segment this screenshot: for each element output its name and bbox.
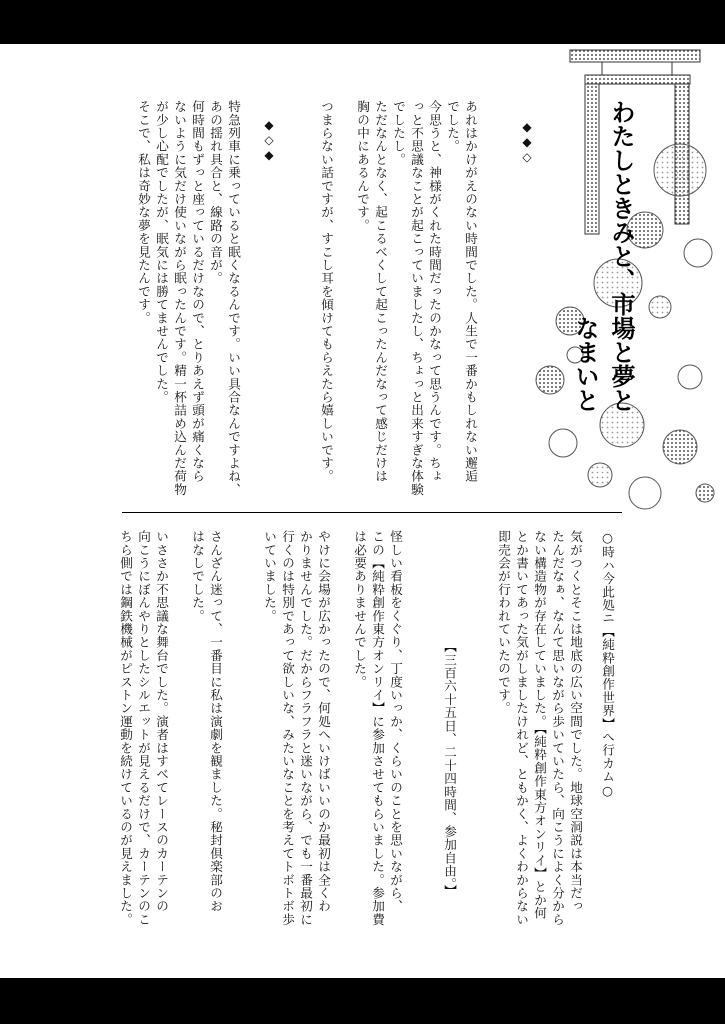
lower-line-15: いささか不思議な舞台でした。演者はすべてレースのカーテンの (154, 530, 169, 913)
section-mark-1: ◆◆◇ (520, 120, 534, 165)
upper-line-7: 胸の中にあるんです。 (355, 100, 370, 232)
lower-heading: ○時ハ今此処ニ【純粋創作世界】へ行カム○ (600, 530, 615, 799)
upper-line-2: でした。 (445, 100, 460, 153)
lower-line-10: かりませんでした。だからフラフラと迷いながら、でも一番最初に (298, 530, 313, 926)
upper-line-9: 特急列車に乗っていると眠くなるんです。いい具合なんですよね、 (226, 100, 241, 496)
upper-line-11: 何時間もずっと座っているだけなので、とりあえず頭が痛くなら (190, 100, 205, 483)
lower-line-9: やけに会場が広かったので、何処へいけばいいのか最初は全くわ (316, 530, 331, 913)
upper-line-8: つまらない話ですが、すこし耳を傾けてもらえたら嬉しいです。 (319, 100, 334, 483)
upper-line-3: 今思うと、神様がくれた時間だったのかなって思うんです。ちょ (427, 100, 442, 483)
section-divider (122, 512, 622, 513)
lower-line-17: ちら側では鋼鉄機械がピストン運動を続けているのが見えました。 (118, 530, 133, 926)
title-line-1: わたしときみと、市場と夢と (607, 100, 635, 412)
lower-line-7: この【純粋創作東方オンリイ】に参加させてもらいました。参加費 (370, 530, 385, 926)
bottom-black-bar (0, 978, 725, 1024)
upper-line-1: あれはかけがえのない時間でした。人生で一番かもしれない邂逅 (463, 100, 478, 483)
lower-line-16: 向こうにぼんやりとしたシルエットが見えるだけで、カーテンのこ (136, 530, 151, 926)
lower-line-8: は必要ありませんでした。 (352, 530, 367, 689)
upper-line-5: でしたし。 (391, 100, 406, 166)
lower-line-6: 怪しい看板をくぐり、丁度いっか、くらいのことを思いながら、 (388, 530, 403, 913)
lower-line-14: はなしでした。 (190, 530, 205, 623)
lower-line-3: ない構造物が存在していました。【純粋創作東方オンリイ】とか何 (532, 530, 547, 920)
lower-line-12: いていました。 (262, 530, 277, 623)
lower-line-2: たんだなぁ、なんて思いながら歩いていたら、向こうによく分から (550, 530, 565, 926)
lower-bracket-line: 【三百六十五日、二十四時間、参加自由。】 (442, 640, 457, 898)
upper-line-4: っと不思議なことが起こっていましたし、ちょっと出来すぎな体験 (409, 100, 424, 496)
upper-line-6: ただなんとなく、起こるべくして起こったんだなって感じだけは (373, 100, 388, 483)
lower-line-11: 行くのは特別であって欲しいな、みたいなことを考えてトボトボ歩 (280, 530, 295, 926)
lower-line-5: 即売会が行われていたのです。 (496, 530, 511, 715)
upper-line-10: あの揺れ具合と、線路の音が。 (208, 100, 223, 285)
upper-line-12: ないように気だけ使いながら眠ったんです。精一杯詰め込んだ荷物 (172, 100, 187, 496)
upper-line-13: が少し心配でしたが、眠気には勝てませんでした。 (154, 100, 169, 404)
lower-line-13: さんざん迷って、一番目に私は演劇を観ました。秘封倶楽部のお (208, 530, 223, 913)
lower-line-1: 気がつくとそこは地底の広い空間でした。地球空洞説は本当だっ (568, 530, 583, 913)
title-line-2: なまいと (571, 316, 599, 412)
section-mark-2: ◆◇◆ (262, 118, 276, 163)
lower-line-4: とか書いてあった気がしましたけれど、ともかく、よくわからない (514, 530, 529, 926)
top-black-bar (0, 0, 725, 44)
upper-line-14: そこで、私は奇妙な夢を見たんです。 (136, 100, 151, 325)
